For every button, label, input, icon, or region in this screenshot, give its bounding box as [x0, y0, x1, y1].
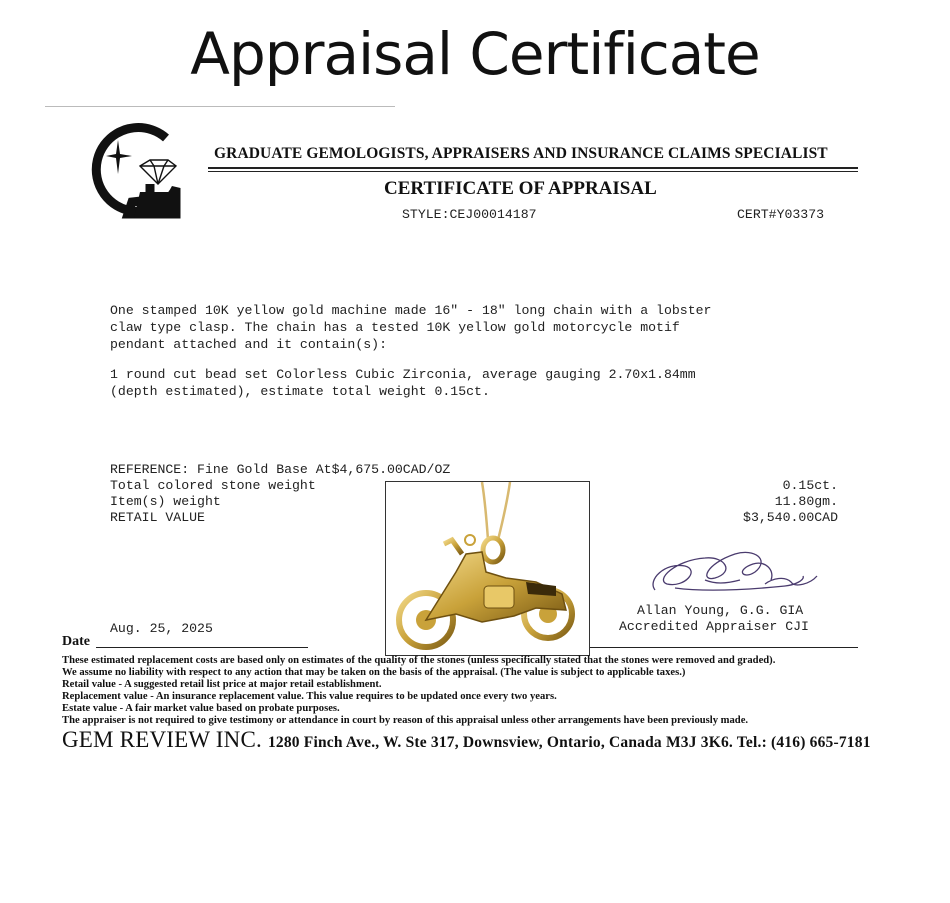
disclaimer-line: We assume no liability with respect to any action that may be taken on the basis of the appraisal. (The value is subject to applicable taxes.): [62, 667, 686, 678]
description-line: (depth estimated), estimate total weight 0.15ct.: [110, 384, 490, 399]
page-title: Appraisal Certificate: [190, 20, 760, 88]
description-line: One stamped 10K yellow gold machine made 16" - 18" long chain with a lobster: [110, 303, 712, 318]
detail-value: 11.80gm.: [774, 494, 838, 509]
header-rule-thin: [208, 171, 858, 172]
organization-name: GRADUATE GEMOLOGISTS, APPRAISERS AND INSURANCE CLAIMS SPECIALIST: [214, 145, 828, 162]
signature-image: [645, 540, 830, 602]
footer: [62, 727, 871, 753]
appraiser-name: Allan Young, G.G. GIA: [637, 603, 804, 618]
disclaimer-line: The appraiser is not required to give testimony or attendance in court by reason of this appraisal unless other arrangements have been previously made.: [62, 715, 749, 726]
date-label: Date: [62, 634, 90, 649]
pendant-photo: [385, 481, 590, 656]
certificate-title: CERTIFICATE OF APPRAISAL: [384, 178, 657, 199]
appraiser-title: Accredited Appraiser CJI: [619, 619, 809, 634]
date-line: [96, 647, 308, 648]
description-line: claw type clasp. The chain has a tested 10K yellow gold motorcycle motif: [110, 320, 680, 335]
disclaimer-line: Retail value - A suggested retail list price at major retail establishment.: [62, 679, 382, 690]
disclaimer-line: Estate value - A fair market value based on probate purposes.: [62, 703, 340, 714]
description-line: 1 round cut bead set Colorless Cubic Zirconia, average gauging 2.70x1.84mm: [110, 367, 696, 382]
description-paragraph-1: [110, 302, 838, 353]
disclaimer-line: These estimated replacement costs are based only on estimates of the quality of the stones (unless specifically stated that the stones were removed and graded).: [62, 655, 776, 666]
style-number: STYLE:CEJ00014187: [402, 207, 537, 222]
description-paragraph-2: [110, 366, 838, 400]
company-logo: [88, 122, 188, 222]
reference-line: REFERENCE: Fine Gold Base At$4,675.00CAD/OZ: [110, 462, 451, 477]
disclaimer-line: Replacement value - An insurance replacement value. This value requires to be updated once every two years.: [62, 691, 557, 702]
detail-value: $3,540.00CAD: [743, 510, 838, 525]
company-name: GEM REVIEW INC.: [62, 727, 262, 752]
detail-label: RETAIL VALUE: [110, 510, 205, 525]
divider: [45, 106, 395, 107]
company-address: 1280 Finch Ave., W. Ste 317, Downsview, Ontario, Canada M3J 3K6. Tel.: (416) 665-7181: [267, 734, 871, 751]
header-rule: [208, 167, 858, 169]
date-value: Aug. 25, 2025: [110, 621, 213, 636]
detail-label: Total colored stone weight: [110, 478, 316, 493]
per-line: [588, 647, 858, 648]
detail-label: Item(s) weight: [110, 494, 221, 509]
cert-number: CERT#Y03373: [737, 207, 825, 222]
description-line: pendant attached and it contain(s):: [110, 337, 387, 352]
detail-value: 0.15ct.: [782, 478, 838, 493]
